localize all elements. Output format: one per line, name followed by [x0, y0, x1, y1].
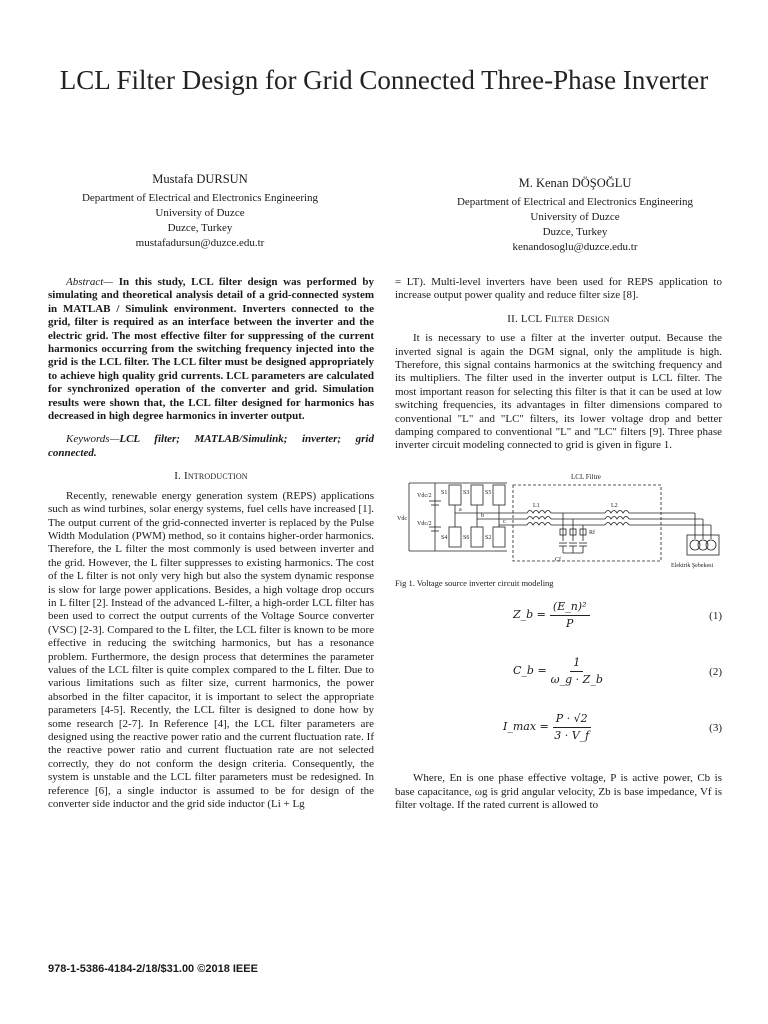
phase-label: b: [481, 512, 484, 519]
keywords-lead: Keywords—: [66, 433, 120, 446]
equation-lhs: I_max =: [503, 720, 549, 734]
equation-numerator: (E_n)²: [550, 600, 590, 615]
vdc-label: Vdc: [397, 515, 407, 522]
switch-label: S4: [441, 534, 448, 541]
abstract: [48, 276, 374, 423]
paper-title: LCL Filter Design for Grid Connected Three-Phase Inverter: [59, 65, 709, 95]
author-university: University of Duzce: [155, 207, 245, 219]
author-email: mustafadursun@duzce.edu.tr: [135, 237, 265, 249]
switch-label: S5: [485, 489, 492, 496]
equation-denominator: 3 · V_f: [554, 728, 590, 742]
figure-caption: Fig 1. Voltage source inverter circuit modeling: [395, 577, 554, 588]
equation-numerator: 1: [570, 656, 583, 671]
author-location: Duzce, Turkey: [167, 222, 233, 234]
switch-label: S6: [463, 534, 470, 541]
section-heading-introduction: I. Introduction: [174, 470, 248, 483]
author-name: Mustafa DURSUN: [152, 172, 248, 186]
copyright-footer: 978-1-5386-4184-2/18/$31.00 ©2018 IEEE: [48, 963, 258, 975]
capacitor-label: Cf: [555, 556, 561, 563]
switch-label: S1: [441, 489, 448, 496]
equation-numerator: P · √2: [553, 712, 591, 727]
introduction-continuation: = LT). Multi-level inverters have been used for REPS application to increase output power quality and reduce filter size [8].: [395, 276, 722, 302]
equation-2: [395, 646, 722, 702]
section-heading-lcl-design: II. LCL Filter Design: [507, 312, 610, 325]
author-department: Department of Electrical and Electronics Engineering: [81, 192, 319, 204]
right-column: [395, 276, 722, 813]
equation-denominator: P: [566, 616, 574, 630]
figure-1-circuit: [395, 463, 722, 573]
equation-3: [395, 702, 722, 758]
keywords: [48, 433, 374, 460]
phase-label: c: [503, 518, 506, 525]
variable-definitions: Where, En is one phase effective voltage, P is active power, Cb is base capacitance, ωg is grid angular velocity, Zb is base impedance, Vf is filter voltage. If the rated current is allowed to: [395, 772, 722, 812]
inductor-label-l2: L2: [611, 502, 618, 509]
equation-denominator: ω_g · Z_b: [550, 672, 603, 686]
switch-label: S2: [485, 534, 492, 541]
switch-label: S3: [463, 489, 470, 496]
grid-label: Elektrik Şebekesi: [671, 562, 714, 569]
author-block-1: [50, 172, 350, 251]
author-email: kenandosoglu@duzce.edu.tr: [512, 241, 638, 253]
equation-number: (3): [709, 722, 722, 735]
phase-label: a: [459, 506, 462, 513]
left-column: [48, 276, 374, 811]
keywords-text: LCL filter; MATLAB/Simulink; inverter; grid connected.: [48, 433, 374, 459]
resistor-label: Rf: [589, 529, 595, 536]
equation-lhs: Z_b =: [513, 608, 546, 622]
inductor-label-l1: L1: [533, 502, 540, 509]
introduction-body: Recently, renewable energy generation system (REPS) applications such as wind turbines, solar energy systems, fuel cells have increased [1]. The output current of the grid-connected inverter is replaced by the Pulse Width Modulation (PWM) method, so it contains higher-order harmonics. Therefore, the L filter the most commonly is used between inverter and the grid. However, the L filter suppresses to existing harmonics. The cost of the L filter is not only very high but also the system dynamic response is slow for large power applications. Besides, a high voltage drop occurs in L filter [2]. Instead of the advanced L-filter, a high-order LCL filter has been used to correct the output currents of the Voltage Source converter (VSC) [2-3]. Compared to the L filter, the LCL filter is known to be more effective in reducing the switching harmonics, but has a resonance problem. Furthermore, the design process that determines the parameter values of the LCL filter is quite complex compared to the L filter. Due to various limitations such as filter size, current harmonics, the power absorbed in the filter capacitor, it is important to select the appropriate parameters [4-5]. Recently, the LCL filter is designed to done how by some research [2-7]. In Reference [4], the LCL filter parameters are designed using the reactive power ratio and the current fluctuation rate. If the reactive power ratio and current fluctuation rate are not selected correctly, they do not conform the design criteria. Consequently, the system is unstable and the LCL filter parameters must be redesigned. In reference [6], a single inductor is assumed to be for design of the converter side inductor and the grid side inductor (Li + Lg: [48, 489, 374, 811]
equation-lhs: C_b =: [513, 664, 547, 678]
lcl-design-body: It is necessary to use a filter at the inverter output. Because the inverted signal is again the DGM signal, only the amplitude is high. Therefore, this signal contains harmonics at the switching frequency and its multipliers. The filter used in the inverter output is LCL filter. The most important reason for selecting this filter is that it can be used at low switching frequencies, its advantages in filter dimensions compared to conventional "L" and "LC" filters, its lower voltage drop and better damping compared to conventional "L" and "LC" filters [9]. Three phase inverter circuit modeling connected to grid is given in figure 1.: [395, 332, 722, 452]
author-university: University of Duzce: [530, 211, 620, 223]
abstract-lead: Abstract—: [66, 276, 114, 288]
vdc-half-label-bottom: Vdc/2: [417, 520, 432, 527]
vdc-half-label-top: Vdc/2: [417, 492, 432, 499]
author-name: M. Kenan DÖŞOĞLU: [518, 176, 632, 190]
lcl-filter-box-label: LCL Filtre: [571, 472, 601, 481]
author-block-2: [410, 176, 740, 255]
circuit-diagram: [395, 463, 722, 573]
equation-number: (2): [709, 666, 722, 679]
equation-number: (1): [709, 610, 722, 623]
author-location: Duzce, Turkey: [542, 226, 608, 238]
author-department: Department of Electrical and Electronics Engineering: [456, 196, 694, 208]
equation-1: [395, 590, 722, 646]
abstract-text: In this study, LCL filter design was performed by simulating and theoretical analysis detail of a grid-connected system in MATLAB / Simulink environment. Inverters connected to the grid, filter is required as an interface between the inverter and the electric grid. The most effective filter for suppressing of the current harmonics occurring from the switching frequency injected into the grid is the LCL filter. The LCL filter must be designed appropriately to achieve high quality grid currents. LCL parameters are calculated for synchronized operation of the converter and grid. Simulation results were shown that, the LCL filter designed for harmonics has decreased in high degree harmonics in inverter output.: [48, 276, 374, 423]
